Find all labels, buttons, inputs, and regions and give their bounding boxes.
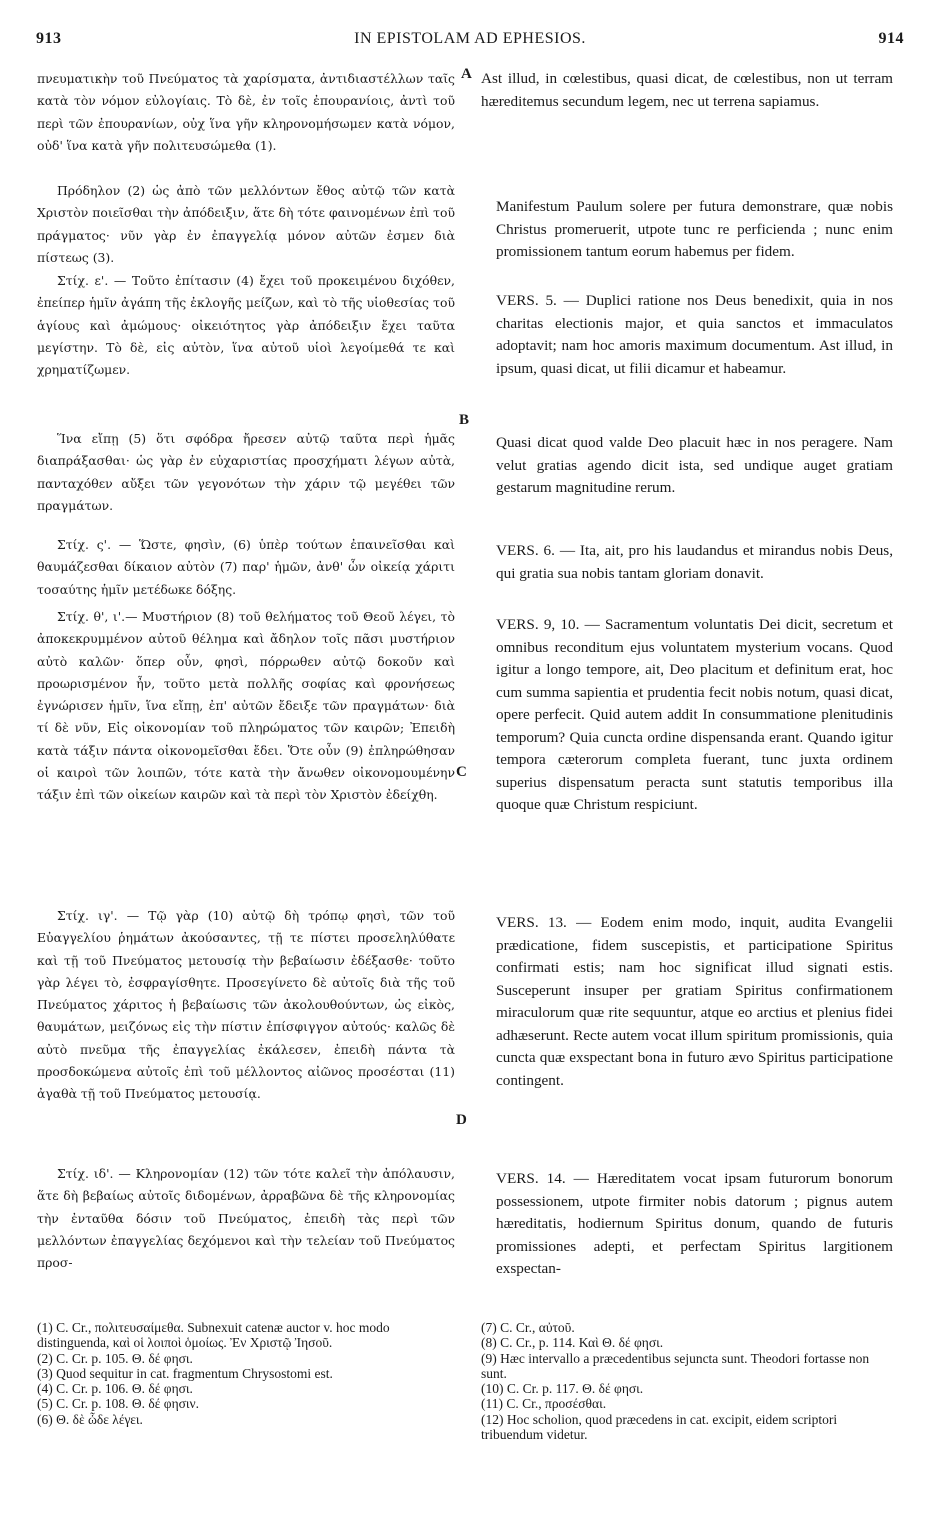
footnote: (1) C. Cr., πολιτευσαίμεθα. Subnexuit catenæ auctor v. hoc modo distinguenda, καὶ οἱ λοιποὶ ὁμοίως. Ἐν Χριστῷ Ἰησοῦ. xyxy=(37,1320,390,1351)
greek-paragraph-7: Στίχ. ιγ'. — Τῷ γὰρ (10) αὐτῷ δὴ τρόπῳ φησὶ, τῶν τοῦ Εὐαγγελίου ῥημάτων ἀκούσαντες, τῇ τε πίστει προσεληλύθατε καὶ τῇ τοῦ Πνεύματος μετουσίᾳ τὴν βεβαίωσιν ἐδέξασθε· τοῦτο γὰρ λέγει τὸ, ἐσφραγίσθητε. Προσεγίνετο δὲ αὐτοῖς διὰ τῆς τοῦ Πνεύματος χάριτος ἡ βεβαίωσις τῶν ἀκολουθούντων, ὡς εἰκὸς, θαυμάτων, μειζόνως εἰς τὴν πίστιν ἐπίσφιγγον αὐτούς· καλῶς δὲ αὐτὸ πνεῦμα τῆς ἐπαγγελίας ἐκάλεσεν, ἐπειδὴ πάντα τὰ προσδοκώμενα αὐτοῖς ἐπὶ τοῦ μέλλοντος αἰῶνος προσέσται (11) ἀγαθὰ τῇ τοῦ Πνεύματος μετουσίᾳ. xyxy=(37,908,455,1102)
footnote: (2) C. Cr. p. 105. Θ. δέ φησι. xyxy=(37,1350,193,1366)
page-header xyxy=(36,30,904,54)
latin-paragraph-2: Manifestum Paulum solere per futura demonstrare, quæ nobis Christus promeruerit, utpote tunc re perficienda ; nunc enim promissionem tantum eorum habemus per fidem. xyxy=(496,198,893,260)
latin-paragraph-5: VERS. 6. — Ita, ait, pro his laudandus et mirandus nobis Deus, qui gratia sua nobis tantam gloriam donavit. xyxy=(496,542,893,582)
marker-d: D xyxy=(456,1112,467,1128)
footnote: (9) Hæc intervallo a præcedentibus sejuncta sunt. Theodori fortasse non sunt. xyxy=(481,1350,870,1381)
greek-paragraph-4: Ἵνα εἴπῃ (5) ὅτι σφόδρα ἤρεσεν αὐτῷ ταῦτα περὶ ἡμᾶς διαπράξασθαι· ὡς γὰρ ἐν εὐχαριστίας προσχήματι λέγων αὐτὰ, πανταχόθεν αὔξει τῶν γεγονότων τὴν χάριν τῷ μεγέθει τῶν πραγμάτων. xyxy=(37,431,455,513)
latin-paragraph-3: VERS. 5. — Duplici ratione nos Deus benedixit, quia in nos charitas electionis major, et quia sanctos et immaculatos adoptavit; nam hoc amoris maximum documentum. Ast illud, in ipsum, quasi dicat, ut filii dicamur et habeamur. xyxy=(496,292,893,377)
latin-paragraph-1: Ast illud, in cœlestibus, quasi dicat, de cœlestibus, non ut terram hæreditemus secundum legem, nec ut terrena sapiamus. xyxy=(481,70,893,110)
footnote: (8) C. Cr., p. 114. Καὶ Θ. δέ φησι. xyxy=(481,1335,664,1351)
greek-paragraph-8: Στίχ. ιδ'. — Κληρονομίαν (12) τῶν τότε καλεῖ τὴν ἀπόλαυσιν, ἅτε δὴ βεβαίως αὐτοῖς διδομένων, ἀρραβῶνα δὲ τῆς κληρονομίας τὴν ἐνταῦθα δόσιν τοῦ Πνεύματος, ἐπειδὴ τὰς περὶ τῶν μελλόντων ἐπαγγελίας δεχόμενοι καὶ τὴν τελείαν τοῦ Πνεύματος προσ- xyxy=(37,1166,455,1271)
greek-paragraph-2: Πρόδηλον (2) ὡς ἀπὸ τῶν μελλόντων ἔθος αὐτῷ τῶν κατὰ Χριστὸν ποιεῖσθαι τὴν ἀπόδειξιν, ἅτε δὴ τότε φαινομένων ἐπὶ τοῦ πράγματος· νῦν γὰρ ἐν ἐπαγγελίᾳ μόνον αὐτῶν ἐσμεν διὰ πίστεως (3). xyxy=(37,183,455,265)
latin-paragraph-8: VERS. 14. — Hæreditatem vocat ipsam futurorum bonorum possessionem, utpote firmiter nobis datorum ; pignus autem hæreditatis, hodiernum Spiritus donum, quando de futuris promissiones adepti, et perfectam Spiritus largitionem exspectan- xyxy=(496,1170,893,1277)
footnote: (11) C. Cr., προσέσθαι. xyxy=(481,1396,607,1412)
footnote: (6) Θ. δὲ ὧδε λέγει. xyxy=(37,1411,143,1427)
greek-paragraph-1: πνευματικὴν τοῦ Πνεύματος τὰ χαρίσματα, ἀντιδιαστέλλων ταῖς κατὰ τὸν νόμον εὐλογίαις. Τὸ δὲ, ἐν τοῖς ἐπουρανίοις, ἀντὶ τοῦ περὶ τῶν ἐπουρανίων, οὐχ ἵνα γῆν κληρονομήσωμεν κατὰ νόμον, οὐδ' ἵνα κατὰ γῆν πολιτευσώμεθα (1). xyxy=(37,71,455,153)
running-title: IN EPISTOLAM AD EPHESIOS. xyxy=(354,30,586,47)
greek-paragraph-3: Στίχ. ε'. — Τοῦτο ἐπίτασιν (4) ἔχει τοῦ προκειμένου διχόθεν, ἐπείπερ ἡμῖν ἀγάπη τῆς ἐκλογῆς μείζων, καὶ τὸ τῆς υἱοθεσίας τοῦ ἁγίους καὶ ἀμώμους· οἰκειότητος γὰρ ἀπόδειξιν ἔχει ταῦτα μεγίστην. Τὸ δὲ, εἰς αὐτὸν, ἵνα αὐτοῦ υἱοὶ λεγοίμεθά τε καὶ χρηματίζωμεν. xyxy=(37,273,455,378)
footnote: (5) C. Cr. p. 108. Θ. δέ φησιν. xyxy=(37,1396,200,1412)
marker-c: C xyxy=(456,764,467,780)
page-number-left: 913 xyxy=(36,30,62,47)
footnote: (3) Quod sequitur in cat. fragmentum Chrysostomi est. xyxy=(37,1365,333,1381)
marker-b: B xyxy=(459,412,470,428)
footnotes-right xyxy=(481,1320,893,1442)
marker-a: A xyxy=(461,66,472,82)
footnote: (4) C. Cr. p. 106. Θ. δέ φησι. xyxy=(37,1381,193,1397)
greek-paragraph-5: Στίχ. ς'. — Ὥστε, φησὶν, (6) ὑπὲρ τούτων ἐπαινεῖσθαι καὶ θαυμάζεσθαι δίκαιον αὐτὸν (7) παρ' ἡμῶν, ἀνθ' ὧν οἰκείᾳ χάριτι τοσαύτης ἡμῖν μετέδωκε δόξης. xyxy=(37,537,455,597)
latin-paragraph-4: Quasi dicat quod valde Deo placuit hæc in nos peragere. Nam velut gratias agendo dicit ista, sed undique auget gratiam gestarum magnitudine rerum. xyxy=(496,434,893,496)
footnote: (10) C. Cr. p. 117. Θ. δέ φησι. xyxy=(481,1381,644,1397)
latin-paragraph-7: VERS. 13. — Eodem enim modo, inquit, audita Evangelii prædicatione, fidem suscepistis, et participatione Spiritus confirmati estis; nam hoc significat illud signati estis. Susceperunt insuper per gratiam Spiritus confirmationem miraculorum quæ rite sequuntur, atque eo arctius et plenius fidei adhæserunt. Recte autem vocat illum spiritum promissionis, quia cuncta quæ exspectant bona in futuro ævo Spiritus participatione contingent. xyxy=(496,914,893,1089)
greek-paragraph-6: Στίχ. θ', ι'.— Μυστήριον (8) τοῦ θελήματος τοῦ Θεοῦ λέγει, τὸ ἀποκεκρυμμένον αὐτοῦ θέλημα καὶ ἄδηλον τοῖς πᾶσι μυστήριον αὐτὸ καλῶν· ὅπερ οὖν, φησὶ, πόρρωθεν αὐτῷ δοκοῦν καὶ προωρισμένον ἦν, τοῦτο μετὰ πολλῆς σοφίας καὶ φρονήσεως ἐγνώρισεν ἡμῖν, ἵνα εἴπῃ, ἐπ' αὐτῶν ἔδειξε τῶν πραγμάτων· διὰ τί δὲ νῦν, Εἰς οἰκονομίαν τοῦ πληρώματος τῶν καιρῶν; Ἐπειδὴ κατὰ τάξιν πάντα οἰκονομεῖσθαι ἔδει. Ὅτε οὖν (9) ἐπληρώθησαν οἱ καιροὶ τῶν λοιπῶν, τότε κατὰ τὴν ἄνωθεν οἰκονομουμένην τάξιν ἐπὶ τῶν οἰκείων καιρῶν καὶ τὰ περὶ τὸν Χριστὸν ἐδείχθη. xyxy=(37,609,455,803)
footnote: (12) Hoc scholion, quod præcedens in cat. excipit, eidem scriptori tribuendum videtur. xyxy=(481,1411,838,1443)
footnote: (7) C. Cr., αὐτοῦ. xyxy=(481,1320,575,1335)
footnotes-left xyxy=(37,1320,449,1427)
page-number-right: 914 xyxy=(878,30,904,47)
latin-paragraph-6: VERS. 9, 10. — Sacramentum voluntatis Dei dicit, secretum et omnibus reconditum ejus voluntatem mysterium vocans. Quod igitur a longo tempore, ait, Deo placitum et definitum erat, hoc cum summa sapientia et prudentia fecit nobis notum, quasi dicat, opere perfecit. Quid autem addit In consummatione plenitudinis temporum? Quia cuncta ordine dispensanda erant. Quando igitur tempora cæterorum completa fuerant, tunc juxta ordinem superius dispensatum peracta sunt statutis temporibus illa quoque quæ Christum respiciunt. xyxy=(496,616,893,813)
